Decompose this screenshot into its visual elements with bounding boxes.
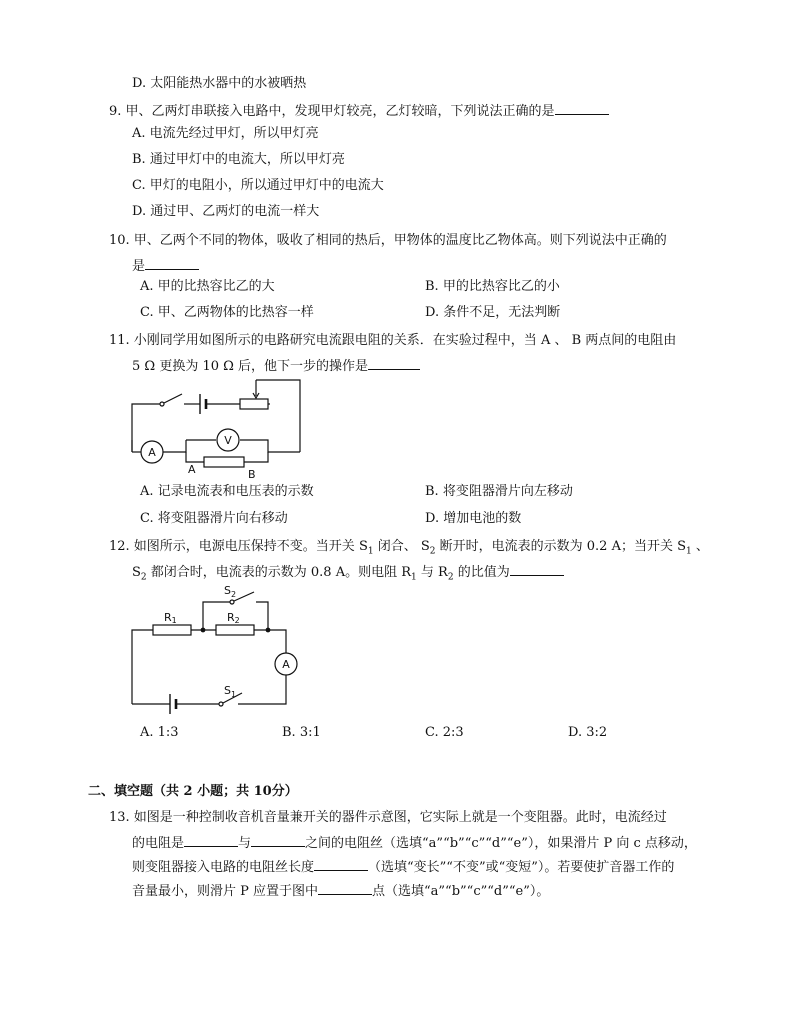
q10-stem-line1: 10. 甲、乙两个不同的物体，吸收了相同的热后，甲物体的温度比乙物体高。则下列说法中正确的 [109, 233, 667, 248]
q12-s2-sub: 2 [230, 590, 237, 599]
q12-option-b: B. 3:1 [282, 725, 321, 740]
q12-stem-line1 [109, 538, 709, 561]
q12-stem1-part-b: 闭合、 S [373, 539, 430, 554]
q12-circuit-diagram [120, 580, 310, 720]
q13-line3-part-b: （选填“变长”“不变”或“变短”）。若要使扩音器工作的 [368, 860, 675, 875]
q11-ammeter-label: A [148, 446, 156, 459]
q11-point-b-label: B [248, 468, 256, 481]
q9-answer-blank [555, 101, 609, 115]
q11-option-a: A. 记录电流表和电压表的示数 [140, 484, 314, 499]
q9-option-d: D. 通过甲、乙两灯的电流一样大 [132, 204, 320, 219]
q13-line2-part-b: 与 [238, 836, 252, 851]
q10-answer-blank [145, 256, 199, 270]
q12-s2-label [224, 584, 236, 599]
q12-stem1-part-a: 12. 如图所示，电源电压保持不变。当开关 S [109, 539, 368, 554]
q12-stem1-sub3: 1 [686, 546, 692, 557]
q12-switch-s1-pivot [219, 702, 223, 706]
q11-point-a-label: A [188, 463, 196, 476]
q12-stem2-part-b: 都闭合时，电流表的示数为 0.8 A。则电阻 R [146, 565, 412, 580]
q12-option-d: D. 3:2 [568, 725, 608, 740]
q13-line2-part-c: 之间的电阻丝（选填“a”“b”“c”“d”“e”），如果滑片 P 向 c 点移动， [305, 836, 697, 851]
q13-line4 [132, 881, 549, 901]
q12-stem2-part-a: S [132, 565, 141, 580]
q10-stem-line2 [132, 256, 199, 276]
q11-option-d: D. 增加电池的数 [425, 511, 522, 526]
q12-r1-letter: R [164, 611, 172, 624]
q13-line4-part-a: 音量最小，则滑片 P 应置于图中 [132, 884, 319, 899]
q12-s2-letter: S [224, 584, 231, 597]
q12-answer-blank [510, 562, 564, 576]
q12-stem1-part-d: 、 [691, 539, 709, 554]
q13-line2-part-a: 的电阻是 [132, 836, 185, 851]
q11-switch-blade [164, 394, 182, 403]
q11-option-c: C. 将变阻器滑片向右移动 [140, 511, 288, 526]
q12-r2-letter: R [227, 611, 235, 624]
q9-option-c: C. 甲灯的电阻小，所以通过甲灯中的电流大 [132, 178, 384, 193]
q9-option-a: A. 电流先经过甲灯，所以甲灯亮 [132, 126, 319, 141]
q12-stem2-sub3: 2 [447, 572, 454, 583]
q11-wire-right [256, 380, 300, 452]
q12-s1-label [224, 684, 236, 699]
q12-r2-sub: 2 [234, 616, 240, 625]
q11-answer-blank [368, 356, 420, 370]
q8-option-d: D. 太阳能热水器中的水被晒热 [132, 76, 307, 91]
q12-s1-sub: 1 [230, 690, 237, 699]
q13-blank-4 [318, 881, 372, 895]
q13-blank-3 [314, 857, 368, 871]
q12-r1-label [164, 611, 177, 625]
q10-option-d: D. 条件不足，无法判断 [425, 305, 561, 320]
q12-switch-s2-blade [234, 592, 254, 601]
q11-option-b: B. 将变阻器滑片向左移动 [425, 484, 573, 499]
q12-resistor-r1 [153, 625, 191, 635]
q13-line3-part-a: 则变阻器接入电路的电阻丝长度 [132, 860, 315, 875]
q12-ammeter-label: A [282, 658, 290, 671]
q12-r2-label [227, 611, 240, 625]
q11-switch-pivot [160, 402, 164, 406]
q9-stem-text: 9. 甲、乙两灯串联接入电路中，发现甲灯较亮，乙灯较暗，下列说法正确的是 [109, 104, 555, 119]
q10-stem-line2-text: 是 [132, 259, 146, 274]
q12-stem2-sub2: 1 [411, 572, 417, 583]
q12-stem1-sub1: 1 [367, 546, 374, 557]
q12-stem2-part-d: 的比值为 [453, 565, 510, 580]
q11-resistor-ab [204, 457, 244, 467]
q13-blank-1 [184, 833, 238, 847]
q12-stem2-sub1: 2 [140, 572, 147, 583]
q11-stem-line2-text: 5 Ω 更换为 10 Ω 后，他下一步的操作是 [132, 359, 369, 374]
q10-option-a: A. 甲的比热容比乙的大 [140, 279, 275, 294]
q12-stem1-part-c: 断开时，电流表的示数为 0.2 A；当开关 S [435, 539, 686, 554]
q12-option-c: C. 2:3 [425, 725, 464, 740]
q12-r1-sub: 1 [171, 616, 177, 625]
q12-resistor-r2 [216, 625, 254, 635]
q9-stem [109, 101, 609, 121]
q11-voltmeter-label: V [224, 434, 232, 447]
q11-rheostat [240, 399, 268, 409]
q10-option-b: B. 甲的比热容比乙的小 [425, 279, 560, 294]
q11-stem-line1: 11. 小刚同学用如图所示的电路研究电流跟电阻的关系．在实验过程中，当 A 、 B 两点间的电阻由 [109, 333, 677, 348]
q10-option-c: C. 甲、乙两物体的比热容一样 [140, 305, 314, 320]
q12-junction-right [266, 628, 271, 633]
q13-blank-2 [251, 833, 305, 847]
q12-stem2-part-c: 与 R [416, 565, 448, 580]
q11-wire-left [132, 404, 160, 452]
q12-junction-left [201, 628, 206, 633]
q12-option-a: A. 1:3 [140, 725, 179, 740]
q12-s1-letter: S [224, 684, 231, 697]
section-2-title: 二、填空题（共 2 小题；共 10分） [88, 784, 298, 799]
q12-switch-s2-pivot [230, 600, 234, 604]
q9-option-b: B. 通过甲灯中的电流大，所以甲灯亮 [132, 152, 345, 167]
q11-circuit-diagram [120, 372, 310, 484]
q13-line3 [132, 857, 674, 877]
q13-line1: 13. 如图是一种控制收音机音量兼开关的器件示意图，它实际上就是一个变阻器。此时，电流经过 [109, 810, 667, 825]
q13-line4-part-b: 点（选填“a”“b”“c”“d”“e”）。 [372, 884, 550, 899]
q13-line2 [132, 833, 697, 853]
q12-stem1-sub2: 2 [429, 546, 436, 557]
